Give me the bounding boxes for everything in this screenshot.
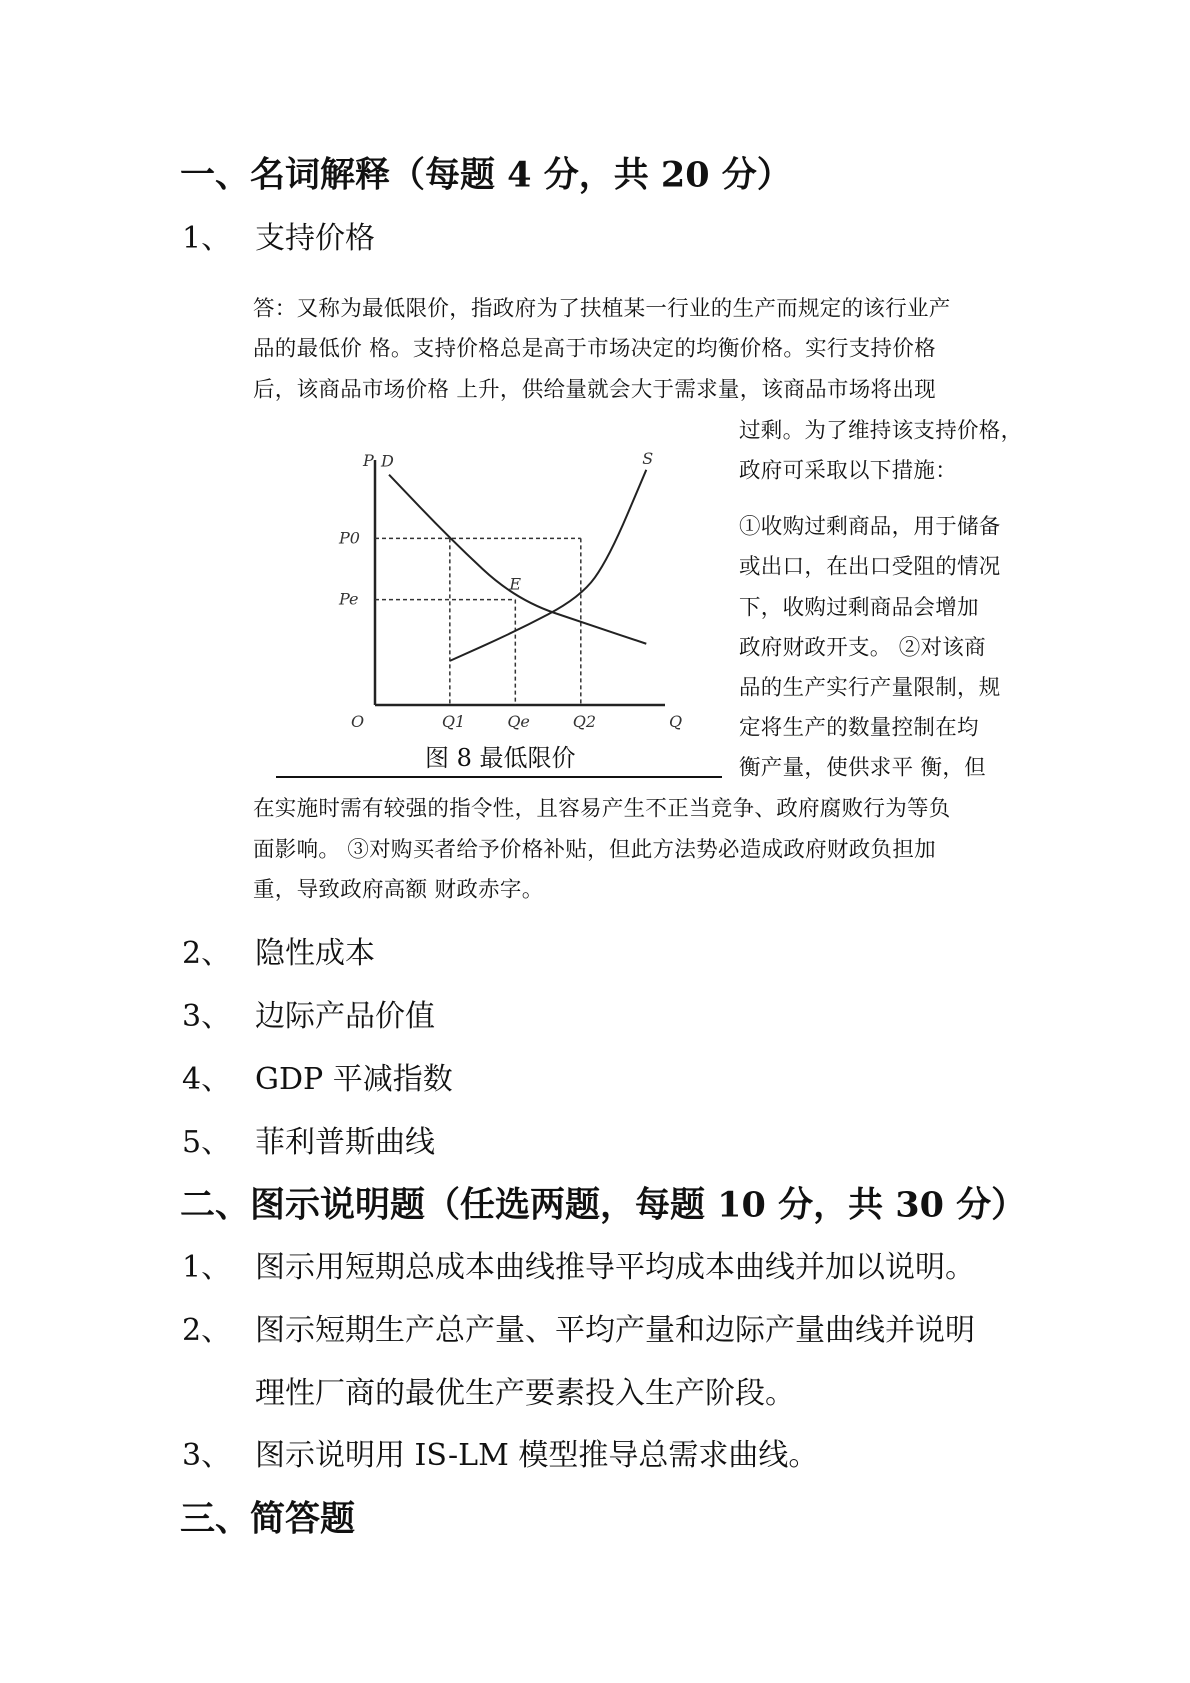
answer-side-line: 衡产量，使供求平 衡，但 <box>739 755 986 781</box>
item-number: 4、 <box>182 1062 232 1097</box>
question: 图示用短期总成本曲线推导平均成本曲线并加以说明。 <box>255 1250 975 1285</box>
item-number: 2、 <box>182 936 232 971</box>
y-tick-Pe: Pe <box>339 589 359 609</box>
answer-side-line: 下，收购过剩商品会增加 <box>739 595 979 621</box>
term: GDP 平减指数 <box>255 1062 453 1097</box>
answer-side-line: 政府可采取以下措施： <box>739 458 958 484</box>
term: 菲利普斯曲线 <box>255 1125 435 1160</box>
demand-label: D <box>381 451 394 471</box>
y-tick-P0: P0 <box>339 528 360 548</box>
term: 边际产品价值 <box>255 999 435 1034</box>
section-3-heading: 三、简答题 <box>180 1498 356 1540</box>
answer-line: 面影响。 ③对购买者给予价格补贴，但此方法势必造成政府财政负担加 <box>253 837 936 863</box>
item-number: 1、 <box>182 1250 232 1285</box>
x-tick-Qe: Qe <box>507 712 530 731</box>
supply-label: S <box>642 450 654 468</box>
answer-line: 重，导致政府高额 财政赤字。 <box>253 877 544 903</box>
x-tick-Q1: Q1 <box>441 712 466 731</box>
equilibrium-label: E <box>509 574 522 594</box>
answer-side-line: 政府财政开支。 ②对该商 <box>739 635 986 661</box>
answer-line: 后，该商品市场价格 上升，供给量就会大于需求量，该商品市场将出现 <box>253 377 936 403</box>
item-number: 1、 <box>182 221 232 256</box>
y-axis-label: P <box>363 451 374 470</box>
answer-line: 品的最低价 格。支持价格总是高于市场决定的均衡价格。实行支持价格 <box>253 336 936 362</box>
section-2-heading: 二、图示说明题（任选两题，每题 10 分，共 30 分） <box>180 1184 1027 1226</box>
question: 图示短期生产总产量、平均产量和边际产量曲线并说明 <box>255 1313 975 1348</box>
demand-curve <box>389 475 646 644</box>
item-number: 2、 <box>182 1313 232 1348</box>
answer-side-line: 或出口，在出口受阻的情况 <box>739 554 1001 580</box>
figure-caption: 图 8 最低限价 <box>425 744 576 772</box>
term: 隐性成本 <box>255 936 375 971</box>
x-tick-Q2: Q2 <box>572 712 597 731</box>
question-continued: 理性厂商的最优生产要素投入生产阶段。 <box>255 1376 795 1411</box>
origin-label: O <box>351 712 365 731</box>
answer-side-line: 定将生产的数量控制在均 <box>739 715 979 741</box>
section-1-heading: 一、名词解释（每题 4 分，共 20 分） <box>180 154 792 196</box>
answer-line: 在实施时需有较强的指令性，且容易产生不正当竞争、政府腐败行为等负 <box>253 796 951 822</box>
min-price-figure <box>330 450 700 740</box>
answer-line: 答：又称为最低限价，指政府为了扶植某一行业的生产而规定的该行业产 <box>253 296 951 322</box>
question: 图示说明用 IS-LM 模型推导总需求曲线。 <box>255 1438 819 1473</box>
answer-side-line: 品的生产实行产量限制，规 <box>739 675 1001 701</box>
item-number: 5、 <box>182 1125 232 1160</box>
x-axis-label: Q <box>669 712 683 731</box>
answer-side-line: ①收购过剩商品，用于储备 <box>739 514 1001 540</box>
item-number: 3、 <box>182 999 232 1034</box>
term-support-price: 支持价格 <box>255 221 375 256</box>
caption-rule <box>276 776 722 778</box>
answer-side-line: 过剩。为了维持该支持价格， <box>739 418 1023 444</box>
item-number: 3、 <box>182 1438 232 1473</box>
